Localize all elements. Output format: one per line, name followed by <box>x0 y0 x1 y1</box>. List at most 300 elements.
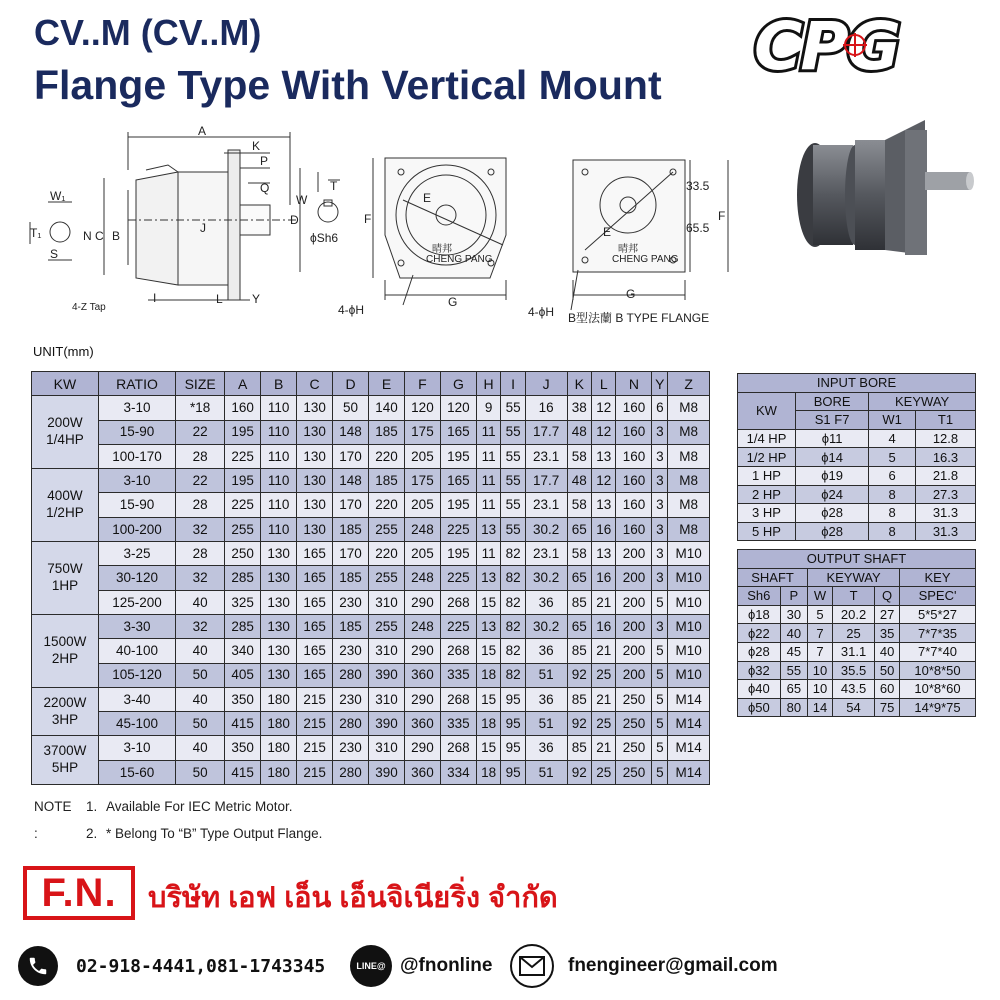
table-cell: 130 <box>261 590 297 614</box>
col-header-ratio: RATIO <box>98 372 175 396</box>
table-cell: 16 <box>592 614 616 638</box>
table-cell: M14 <box>668 760 710 784</box>
table-cell: 13 <box>592 493 616 517</box>
note-1-num: 1. <box>86 799 98 814</box>
table-cell: 8 <box>869 485 916 504</box>
brand-mark-1: 晴邦 <box>432 244 452 255</box>
table-body <box>32 396 710 785</box>
table-cell: 15 <box>476 687 500 711</box>
table-cell: M14 <box>668 736 710 760</box>
col-header-c: C <box>297 372 333 396</box>
line-icon <box>350 945 392 987</box>
col-header-d: D <box>333 372 369 396</box>
table-cell: 195 <box>225 420 261 444</box>
table-cell: 180 <box>261 712 297 736</box>
table-cell: 22 <box>176 469 225 493</box>
table-cell: 130 <box>261 663 297 687</box>
table-cell: 36 <box>525 590 567 614</box>
table-cell: M10 <box>668 614 710 638</box>
table-cell: 250 <box>225 542 261 566</box>
table-cell: 30-120 <box>98 566 175 590</box>
table-cell: M8 <box>668 420 710 444</box>
table-row <box>738 605 976 624</box>
brand-sub-2: CHENG PANG <box>612 254 679 265</box>
table-cell: 105-120 <box>98 663 175 687</box>
table-cell: 250 <box>616 712 652 736</box>
output-shaft-caption: OUTPUT SHAFT <box>738 550 976 569</box>
table-cell: 290 <box>404 639 440 663</box>
table-cell: 30.2 <box>525 614 567 638</box>
input-bore-bore-header: BORE <box>796 392 869 411</box>
table-cell: 185 <box>369 469 405 493</box>
company-name: บริษัท เอฟ เอ็น เอ็นจิเนียริ่ง จำกัด <box>148 882 558 914</box>
dimension-drawing <box>28 120 758 335</box>
table-cell: 280 <box>333 712 369 736</box>
table-cell: 30.2 <box>525 566 567 590</box>
table-cell: 205 <box>404 444 440 468</box>
table-cell: ϕ14 <box>796 448 869 467</box>
table-cell: 225 <box>440 614 476 638</box>
col-header-g: G <box>440 372 476 396</box>
table-cell: 255 <box>369 614 405 638</box>
table-cell: 165 <box>297 566 333 590</box>
kw-cell-line: 3700W <box>43 743 87 759</box>
label-T1: T₁ <box>30 226 42 240</box>
label-E-b: E <box>603 225 612 239</box>
phone-contact[interactable] <box>18 942 325 990</box>
table-cell: 75 <box>875 698 900 717</box>
table-cell: 1/2 HP <box>738 448 796 467</box>
table-cell: 85 <box>567 736 591 760</box>
table-cell: 51 <box>525 712 567 736</box>
notes <box>34 793 322 847</box>
table-cell: 5 <box>808 605 833 624</box>
table-row <box>32 444 710 468</box>
table-row <box>738 624 976 643</box>
table-cell: 17.7 <box>525 469 567 493</box>
table-cell: 30.2 <box>525 517 567 541</box>
table-cell: 3 HP <box>738 504 796 523</box>
table-cell: 65 <box>780 680 807 699</box>
table-cell: 268 <box>440 687 476 711</box>
table-cell: 80 <box>780 698 807 717</box>
table-cell: 110 <box>261 420 297 444</box>
page-title-line2: Flange Type With Vertical Mount <box>34 62 662 108</box>
label-E: E <box>423 191 432 205</box>
table-row <box>32 542 710 566</box>
label-F: F <box>364 212 372 226</box>
table-cell: 48 <box>567 469 591 493</box>
table-cell: 3-10 <box>98 736 175 760</box>
table-cell: 15 <box>476 736 500 760</box>
table-cell: 35.5 <box>832 661 874 680</box>
kw-cell-line: 750W <box>47 561 83 577</box>
table-cell: 255 <box>225 517 261 541</box>
table-cell: 3 <box>652 566 668 590</box>
table-cell: 200 <box>616 639 652 663</box>
table-cell: 10 <box>808 680 833 699</box>
table-cell: 21 <box>592 736 616 760</box>
table-cell: 16 <box>592 566 616 590</box>
table-cell: 415 <box>225 760 261 784</box>
table-cell: 28 <box>176 444 225 468</box>
table-cell: 7 <box>808 642 833 661</box>
table-cell: ϕ28 <box>796 522 869 541</box>
table-cell: 55 <box>501 469 525 493</box>
table-cell: 36 <box>525 687 567 711</box>
table-cell: 16 <box>525 396 567 420</box>
table-cell: 40 <box>176 639 225 663</box>
label-65-5: 65.5 <box>686 221 710 235</box>
table-cell: 92 <box>567 712 591 736</box>
table-cell: 160 <box>225 396 261 420</box>
kw-cell-line: 1/2HP <box>46 505 84 521</box>
table-cell: 130 <box>297 469 333 493</box>
table-cell: 170 <box>333 444 369 468</box>
table-cell: 13 <box>476 566 500 590</box>
table-cell: 40-100 <box>98 639 175 663</box>
table-cell: M10 <box>668 566 710 590</box>
table-cell: 165 <box>297 542 333 566</box>
table-cell: 120 <box>404 396 440 420</box>
col-header-i: I <box>501 372 525 396</box>
table-cell: 390 <box>369 663 405 687</box>
table-cell: 15 <box>476 639 500 663</box>
table-cell: 160 <box>616 420 652 444</box>
table-cell: 360 <box>404 712 440 736</box>
table-cell: 15-90 <box>98 493 175 517</box>
kw-cell-line: 1/4HP <box>46 432 84 448</box>
label-T: T <box>330 179 338 193</box>
table-cell: 40 <box>176 687 225 711</box>
col-header-k: K <box>567 372 591 396</box>
table-cell: 92 <box>567 663 591 687</box>
table-cell: 27.3 <box>915 485 975 504</box>
table-cell: 60 <box>875 680 900 699</box>
output-shaft-keyway-header: KEYWAY <box>808 568 900 587</box>
table-cell: 21 <box>592 639 616 663</box>
table-cell: 185 <box>333 517 369 541</box>
table-cell: 360 <box>404 760 440 784</box>
table-cell: M8 <box>668 493 710 517</box>
table-cell: 65 <box>567 517 591 541</box>
table-row <box>32 663 710 687</box>
table-cell: M10 <box>668 590 710 614</box>
table-cell: 45-100 <box>98 712 175 736</box>
table-cell: 36 <box>525 639 567 663</box>
table-cell: 160 <box>616 469 652 493</box>
table-cell: 215 <box>297 687 333 711</box>
table-cell: 180 <box>261 736 297 760</box>
kw-cell-line: 2200W <box>43 694 87 710</box>
table-cell: 268 <box>440 590 476 614</box>
table-cell: 31.1 <box>832 642 874 661</box>
kw-cell-line: 1500W <box>43 634 87 650</box>
table-cell: 11 <box>476 444 500 468</box>
table-cell: 140 <box>369 396 405 420</box>
table-cell: 50 <box>176 760 225 784</box>
table-cell: 58 <box>567 444 591 468</box>
label-B: B <box>112 229 121 243</box>
table-cell: 23.1 <box>525 542 567 566</box>
table-cell: 280 <box>333 760 369 784</box>
table-row <box>32 420 710 444</box>
output-shaft-table <box>737 549 976 717</box>
table-cell: 95 <box>501 760 525 784</box>
table-cell: 58 <box>567 542 591 566</box>
table-cell: 195 <box>440 444 476 468</box>
table-cell: 125-200 <box>98 590 175 614</box>
kw-cell-line: 3HP <box>51 711 79 727</box>
table-cell: 215 <box>297 712 333 736</box>
table-row <box>738 448 976 467</box>
table-cell: 12 <box>592 420 616 444</box>
table-cell: 21 <box>592 687 616 711</box>
table-cell: 110 <box>261 517 297 541</box>
table-cell: 130 <box>297 396 333 420</box>
table-cell: 25 <box>592 712 616 736</box>
table-cell: 95 <box>501 687 525 711</box>
label-W: W <box>296 193 308 207</box>
col-header-y: Y <box>652 372 668 396</box>
table-cell: 175 <box>404 420 440 444</box>
table-cell: 82 <box>501 614 525 638</box>
table-cell: 13 <box>592 444 616 468</box>
table-cell: 13 <box>592 542 616 566</box>
label-L: L <box>216 292 223 306</box>
table-cell: 11 <box>476 420 500 444</box>
table-cell: 55 <box>501 444 525 468</box>
table-header-row <box>32 372 710 396</box>
line-badge: LINE@ <box>356 961 386 971</box>
table-cell: 120 <box>440 396 476 420</box>
table-cell: 165 <box>440 420 476 444</box>
table-row <box>32 639 710 663</box>
input-bore-w1-header: W1 <box>869 411 916 430</box>
col-header-f: F <box>404 372 440 396</box>
table-cell: 230 <box>333 736 369 760</box>
table-cell: 3 <box>652 517 668 541</box>
output-shaft-key-header: KEY <box>900 568 976 587</box>
table-cell: 3-40 <box>98 687 175 711</box>
kw-cell <box>32 687 99 736</box>
table-cell: 25 <box>592 663 616 687</box>
table-cell: 50 <box>176 663 225 687</box>
table-cell: 18 <box>476 712 500 736</box>
note-label: NOTE <box>34 799 72 814</box>
line-id: @fnonline <box>400 955 493 976</box>
table-cell: 3 <box>652 493 668 517</box>
kw-cell-line: 5HP <box>51 760 79 776</box>
table-cell: 195 <box>225 469 261 493</box>
table-cell: 45 <box>780 642 807 661</box>
table-cell: 405 <box>225 663 261 687</box>
table-cell: 25 <box>832 624 874 643</box>
label-P: P <box>260 154 269 168</box>
table-cell: 215 <box>297 760 333 784</box>
table-cell: 334 <box>440 760 476 784</box>
kw-cell-line: 1HP <box>51 578 79 594</box>
table-cell: 82 <box>501 542 525 566</box>
dimension-table <box>31 371 710 785</box>
label-F-b: F <box>718 209 726 223</box>
label-A: A <box>198 124 207 138</box>
table-cell: 130 <box>261 566 297 590</box>
table-cell: 205 <box>404 542 440 566</box>
table-cell: 82 <box>501 639 525 663</box>
table-cell: 170 <box>333 493 369 517</box>
table-cell: 3 <box>652 469 668 493</box>
table-cell: M14 <box>668 712 710 736</box>
table-cell: 225 <box>440 517 476 541</box>
table-cell: 1/4 HP <box>738 429 796 448</box>
table-cell: 165 <box>297 639 333 663</box>
table-cell: 11 <box>476 469 500 493</box>
table-row <box>32 517 710 541</box>
table-row <box>32 760 710 784</box>
table-cell: 12 <box>592 396 616 420</box>
table-cell: ϕ22 <box>738 624 781 643</box>
table-cell: 7*7*35 <box>900 624 976 643</box>
table-cell: 268 <box>440 736 476 760</box>
table-cell: 130 <box>297 420 333 444</box>
table-cell: 14 <box>808 698 833 717</box>
table-cell: 220 <box>369 493 405 517</box>
table-cell: 325 <box>225 590 261 614</box>
cpg-logo <box>752 12 962 76</box>
table-cell: 335 <box>440 712 476 736</box>
table-cell: 13 <box>476 614 500 638</box>
label-33-5: 33.5 <box>686 179 710 193</box>
label-J: J <box>200 221 206 235</box>
table-cell: 148 <box>333 469 369 493</box>
output-shaft-subheader <box>738 587 976 606</box>
table-cell: 50 <box>875 661 900 680</box>
table-row <box>738 680 976 699</box>
line-contact[interactable] <box>350 942 492 990</box>
table-cell: 130 <box>261 639 297 663</box>
table-cell: 5 <box>652 590 668 614</box>
table-cell: 200 <box>616 614 652 638</box>
table-cell: ϕ50 <box>738 698 781 717</box>
table-cell: M10 <box>668 663 710 687</box>
table-cell: 51 <box>525 760 567 784</box>
table-cell: 32 <box>176 566 225 590</box>
col-header-a: A <box>225 372 261 396</box>
table-cell: 23.1 <box>525 493 567 517</box>
table-cell: 3-30 <box>98 614 175 638</box>
kw-cell <box>32 542 99 615</box>
output-shaft-subheader-cell: W <box>808 587 833 606</box>
table-cell: ϕ18 <box>738 605 781 624</box>
table-cell: 13 <box>476 517 500 541</box>
table-cell: 390 <box>369 712 405 736</box>
table-cell: 22 <box>176 420 225 444</box>
table-cell: 290 <box>404 590 440 614</box>
input-bore-caption: INPUT BORE <box>738 374 976 393</box>
table-cell: 165 <box>440 469 476 493</box>
label-H-b: 4-ϕH <box>528 305 555 319</box>
table-cell: 6 <box>652 396 668 420</box>
input-bore-keyway-header: KEYWAY <box>869 392 976 411</box>
table-cell: 248 <box>404 614 440 638</box>
table-cell: 268 <box>440 639 476 663</box>
table-cell: 85 <box>567 590 591 614</box>
table-cell: 28 <box>176 493 225 517</box>
table-cell: 2 HP <box>738 485 796 504</box>
table-cell: 5*5*27 <box>900 605 976 624</box>
table-cell: 180 <box>261 687 297 711</box>
table-cell: 280 <box>333 663 369 687</box>
label-phiSh6: ϕSh6 <box>310 231 339 245</box>
table-row <box>32 736 710 760</box>
label-Z-tap: 4-Z Tap <box>72 302 106 313</box>
table-cell: 130 <box>297 444 333 468</box>
table-cell: 51 <box>525 663 567 687</box>
table-cell: 340 <box>225 639 261 663</box>
table-row <box>738 698 976 717</box>
table-row <box>32 469 710 493</box>
table-cell: 310 <box>369 639 405 663</box>
label-NC: N C <box>83 229 104 243</box>
table-cell: 5 <box>652 760 668 784</box>
table-cell: 3 <box>652 614 668 638</box>
table-cell: 18 <box>476 663 500 687</box>
table-row <box>32 493 710 517</box>
kw-cell <box>32 614 99 687</box>
table-cell: 310 <box>369 736 405 760</box>
table-cell: 32 <box>176 614 225 638</box>
table-cell: 31.3 <box>915 504 975 523</box>
table-cell: 5 <box>652 736 668 760</box>
table-cell: 160 <box>616 444 652 468</box>
table-cell: 8 <box>869 522 916 541</box>
label-Y: Y <box>252 292 261 306</box>
table-cell: ϕ32 <box>738 661 781 680</box>
table-cell: 5 HP <box>738 522 796 541</box>
kw-cell <box>32 736 99 785</box>
fn-logo: F.N. <box>23 866 135 920</box>
brand-mark-2: 晴邦 <box>618 244 638 255</box>
table-cell: 15-90 <box>98 420 175 444</box>
table-cell: 195 <box>440 542 476 566</box>
table-cell: M8 <box>668 517 710 541</box>
table-cell: 335 <box>440 663 476 687</box>
table-cell: M14 <box>668 687 710 711</box>
phone-icon <box>18 946 58 986</box>
table-cell: 165 <box>297 590 333 614</box>
table-row <box>32 396 710 420</box>
table-cell: 165 <box>297 663 333 687</box>
table-cell: 92 <box>567 760 591 784</box>
table-cell: 290 <box>404 687 440 711</box>
table-cell: 85 <box>567 687 591 711</box>
table-cell: 180 <box>261 760 297 784</box>
table-cell: 55 <box>501 517 525 541</box>
table-cell: 15-60 <box>98 760 175 784</box>
output-shaft-subheader-cell: Q <box>875 587 900 606</box>
table-cell: 165 <box>297 614 333 638</box>
phone-number: 02-918-4441,081-1743345 <box>76 955 326 977</box>
table-cell: 250 <box>616 687 652 711</box>
table-cell: 65 <box>567 614 591 638</box>
table-cell: 130 <box>261 542 297 566</box>
col-header-e: E <box>369 372 405 396</box>
table-cell: 248 <box>404 517 440 541</box>
email-contact[interactable] <box>510 942 778 990</box>
label-Q: Q <box>260 181 270 195</box>
table-row <box>738 661 976 680</box>
